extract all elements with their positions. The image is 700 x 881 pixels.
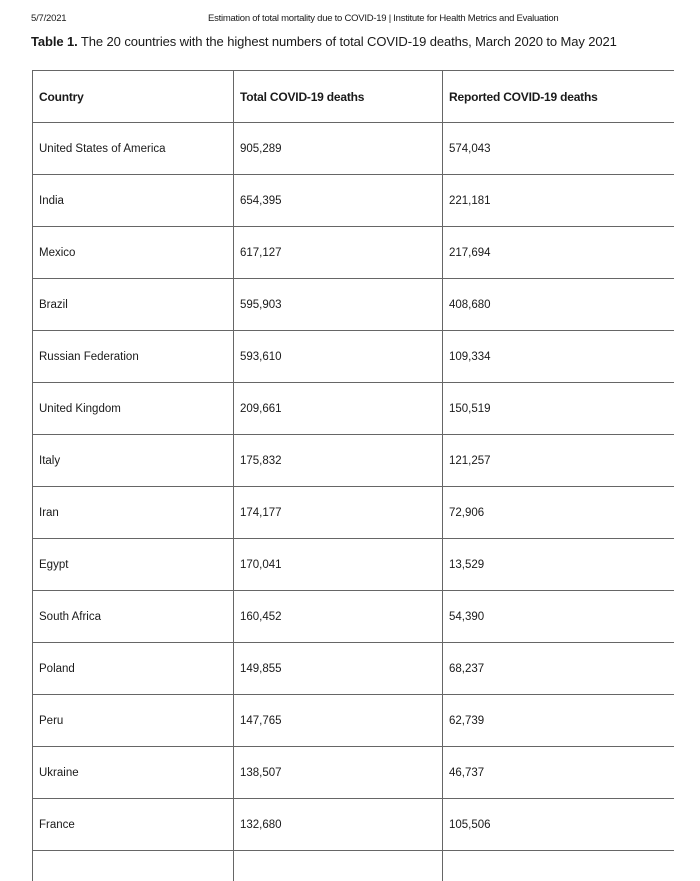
table-row <box>33 175 675 227</box>
table-cell-reported-deaths: 109,334 <box>443 331 675 383</box>
table-cell-reported-deaths: 217,694 <box>443 227 675 279</box>
table-cell-empty <box>33 851 234 881</box>
table-cell-total-deaths: 138,507 <box>234 747 443 799</box>
table-cell-country: South Africa <box>33 591 234 643</box>
table-cell-country: Mexico <box>33 227 234 279</box>
column-header-total-deaths: Total COVID-19 deaths <box>234 71 443 123</box>
table-cell-total-deaths: 170,041 <box>234 539 443 591</box>
table-row <box>33 383 675 435</box>
table-row <box>33 695 675 747</box>
column-header-reported-deaths: Reported COVID-19 deaths <box>443 71 675 123</box>
table-cell-total-deaths: 209,661 <box>234 383 443 435</box>
table-cell-country: Russian Federation <box>33 331 234 383</box>
table-body <box>33 123 675 881</box>
table-caption-label: Table 1. <box>31 34 78 49</box>
table-cell-total-deaths: 147,765 <box>234 695 443 747</box>
table-cell-country: United Kingdom <box>33 383 234 435</box>
table-cell-country: Iran <box>33 487 234 539</box>
table-cell-reported-deaths: 221,181 <box>443 175 675 227</box>
table-row <box>33 123 675 175</box>
table-cell-reported-deaths: 68,237 <box>443 643 675 695</box>
table-cell-country: Brazil <box>33 279 234 331</box>
print-date: 5/7/2021 <box>31 13 67 24</box>
table-cell-total-deaths: 595,903 <box>234 279 443 331</box>
table-cell-reported-deaths: 121,257 <box>443 435 675 487</box>
table-cell-reported-deaths: 150,519 <box>443 383 675 435</box>
table-cell-total-deaths: 617,127 <box>234 227 443 279</box>
table-cell-reported-deaths: 105,506 <box>443 799 675 851</box>
table-container <box>32 70 674 881</box>
table-cell-country: India <box>33 175 234 227</box>
table-cell-reported-deaths: 408,680 <box>443 279 675 331</box>
table-caption-text: The 20 countries with the highest numbers of total COVID-19 deaths, March 2020 to May 2021 <box>77 34 617 49</box>
table-row-continued <box>33 851 675 881</box>
table-cell-total-deaths: 149,855 <box>234 643 443 695</box>
table-row <box>33 539 675 591</box>
table-cell-country: Egypt <box>33 539 234 591</box>
table-row <box>33 331 675 383</box>
table-cell-empty <box>443 851 675 881</box>
table-cell-reported-deaths: 54,390 <box>443 591 675 643</box>
table-cell-country: Poland <box>33 643 234 695</box>
table-cell-country: United States of America <box>33 123 234 175</box>
table-row <box>33 279 675 331</box>
table-cell-country: France <box>33 799 234 851</box>
table-row <box>33 799 675 851</box>
table-row <box>33 227 675 279</box>
table-cell-empty <box>234 851 443 881</box>
table-cell-total-deaths: 175,832 <box>234 435 443 487</box>
table-cell-reported-deaths: 13,529 <box>443 539 675 591</box>
table-row <box>33 643 675 695</box>
table-cell-reported-deaths: 72,906 <box>443 487 675 539</box>
table-cell-total-deaths: 160,452 <box>234 591 443 643</box>
table-row <box>33 435 675 487</box>
table-cell-country: Italy <box>33 435 234 487</box>
table-cell-reported-deaths: 62,739 <box>443 695 675 747</box>
table-cell-total-deaths: 905,289 <box>234 123 443 175</box>
table-cell-reported-deaths: 46,737 <box>443 747 675 799</box>
table-cell-reported-deaths: 574,043 <box>443 123 675 175</box>
page-header <box>31 13 671 27</box>
document-title: Estimation of total mortality due to COVID-19 | Institute for Health Metrics and Evaluation <box>208 13 559 24</box>
table-cell-total-deaths: 174,177 <box>234 487 443 539</box>
table-row <box>33 747 675 799</box>
table-row <box>33 487 675 539</box>
table-cell-total-deaths: 593,610 <box>234 331 443 383</box>
table-cell-total-deaths: 654,395 <box>234 175 443 227</box>
table-cell-total-deaths: 132,680 <box>234 799 443 851</box>
column-header-country: Country <box>33 71 234 123</box>
table-cell-country: Peru <box>33 695 234 747</box>
deaths-table <box>32 70 674 881</box>
table-cell-country: Ukraine <box>33 747 234 799</box>
table-row <box>33 591 675 643</box>
table-caption <box>31 34 617 49</box>
table-header-row <box>33 71 675 123</box>
